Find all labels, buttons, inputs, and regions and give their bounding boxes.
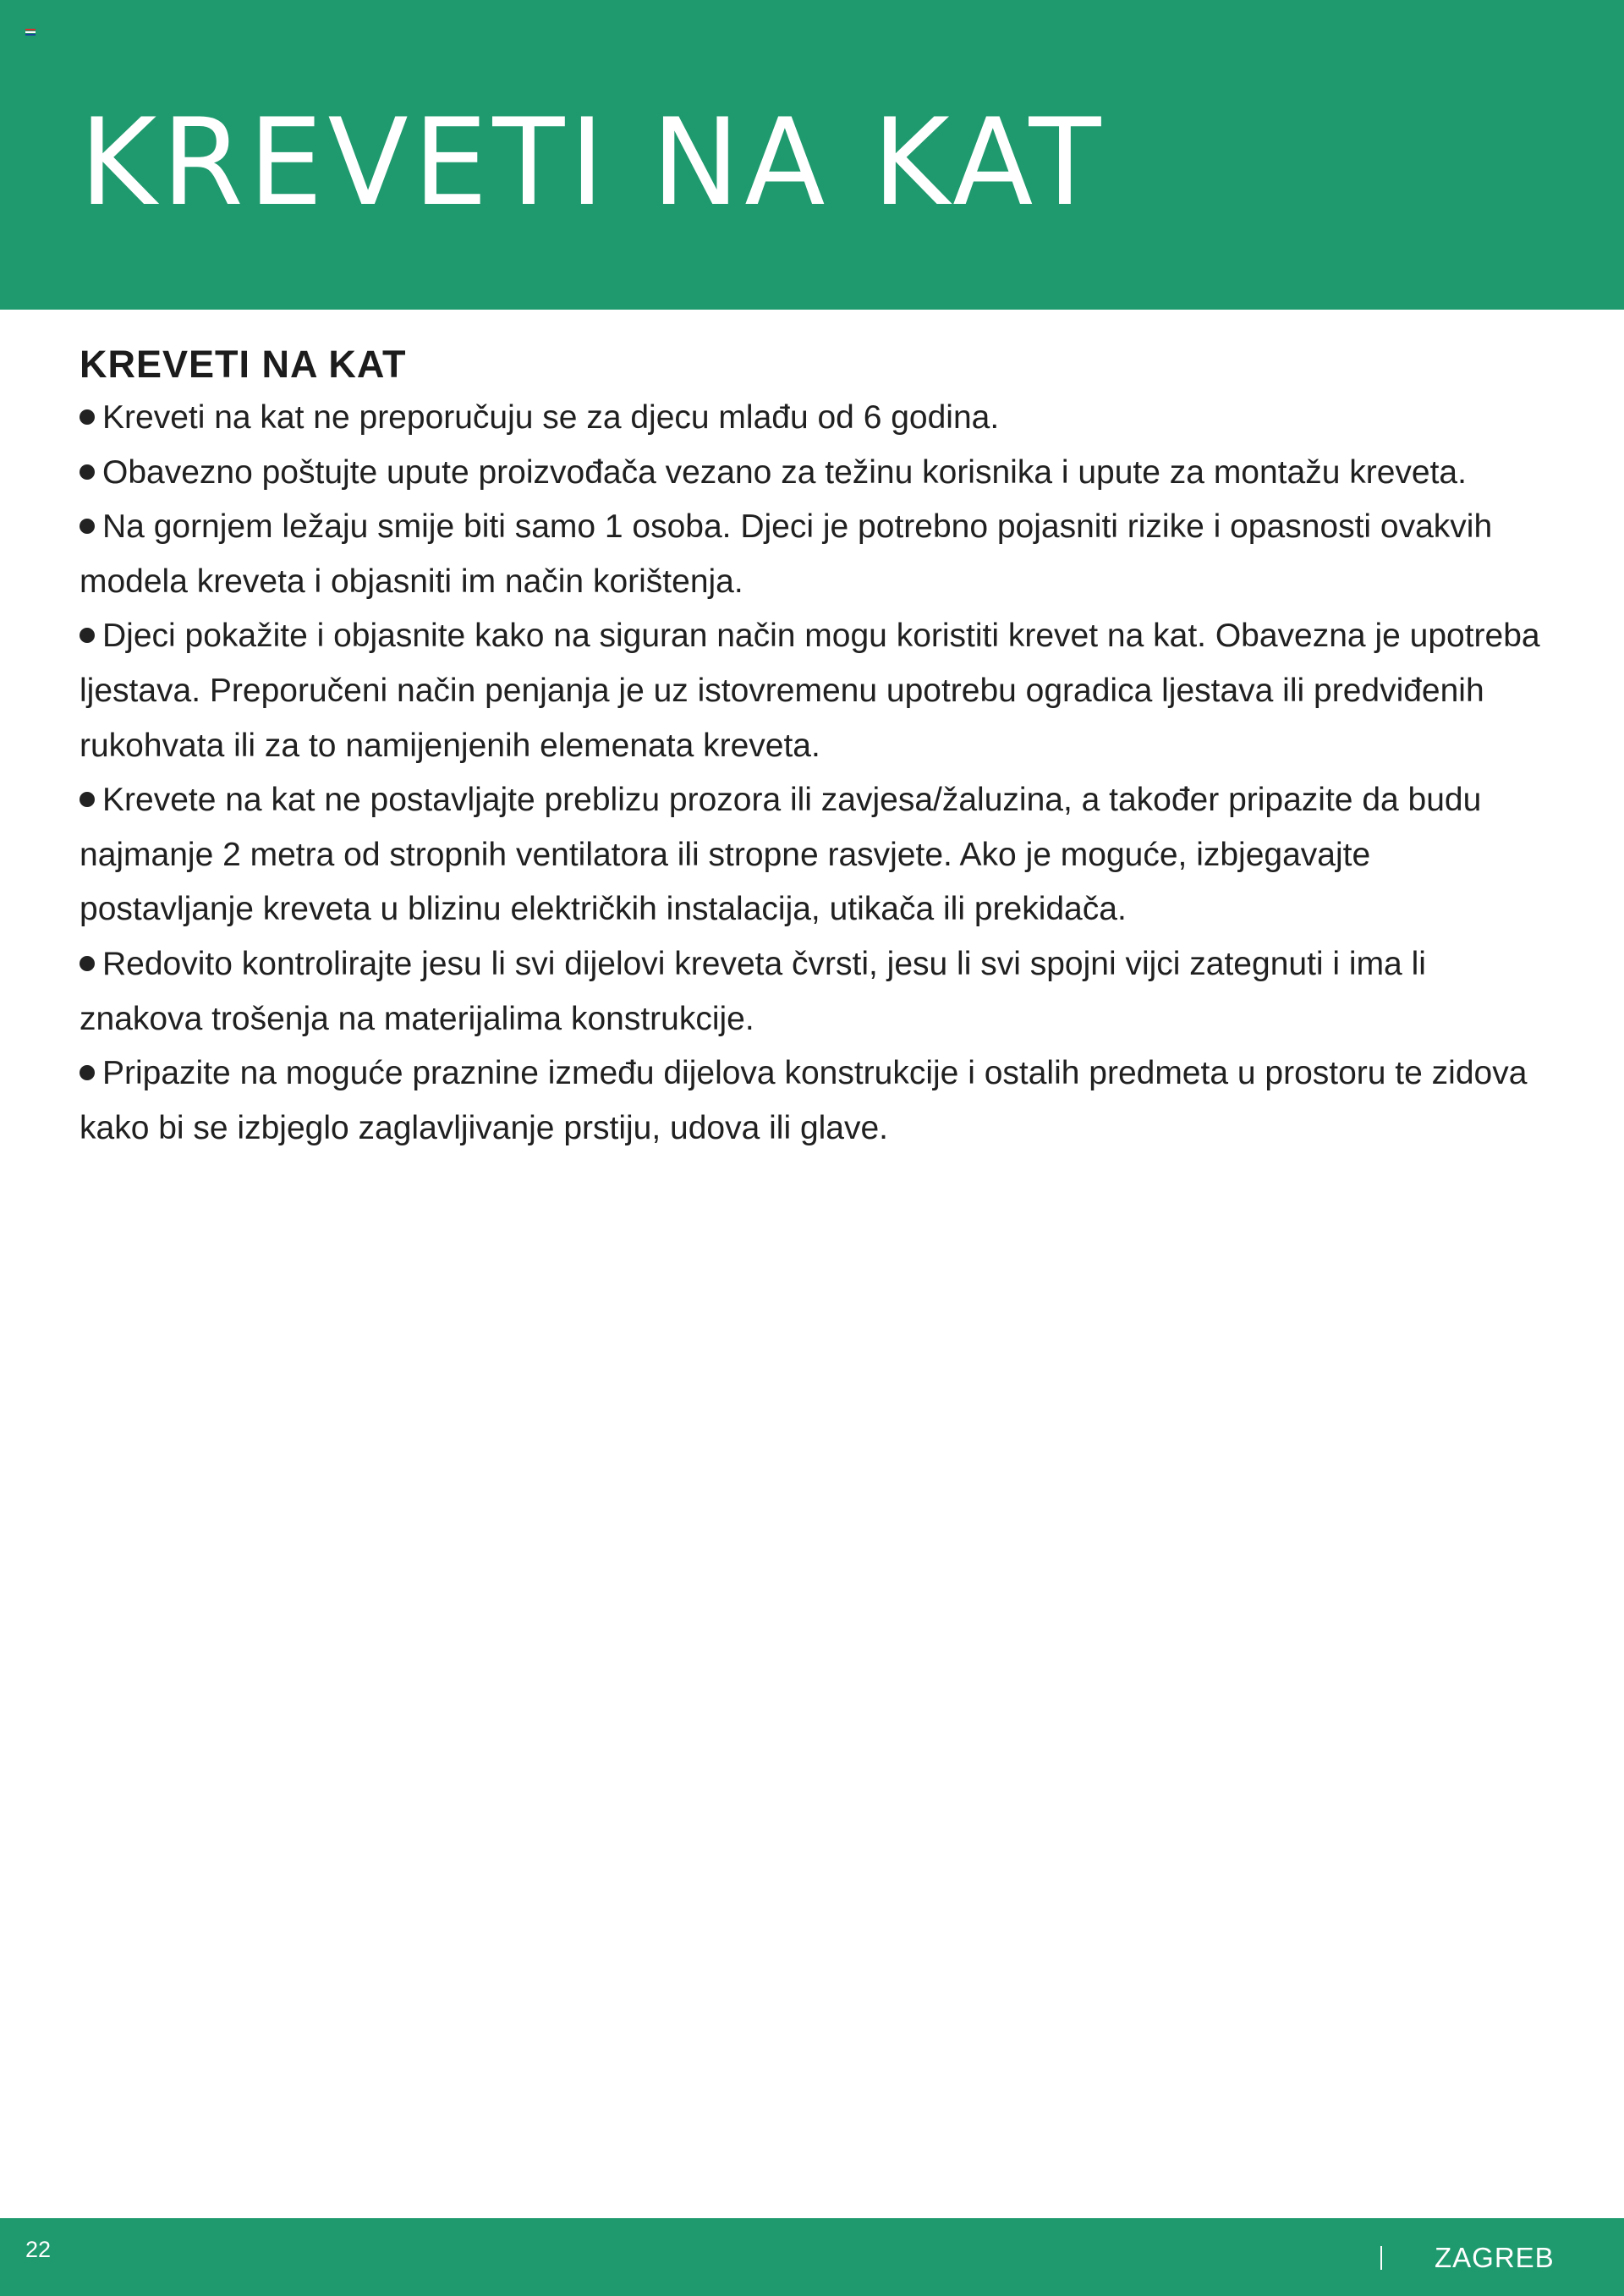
list-item — [80, 773, 1543, 937]
list-item-text: Krevete na kat ne postavljajte preblizu prozora ili zavjesa/žaluzina, a također pripazite da budu najmanje 2 metra od stropnih ventilatora ili stropne rasvjete. Ako je moguće, izbjegavajte postavljanje kreveta u blizinu električkih instalacija, utikača ili prekidača. — [80, 782, 1482, 928]
list-item — [80, 937, 1543, 1046]
bullet-icon — [80, 628, 95, 643]
page-number: 22 — [25, 2237, 52, 2262]
list-item — [80, 446, 1543, 501]
page-title: KREVETI NA KAT — [80, 93, 1106, 233]
flag-stripe-white — [25, 31, 36, 33]
bullet-icon — [80, 956, 95, 971]
list-item — [80, 391, 1543, 446]
croatian-flag-icon — [25, 29, 36, 36]
bullet-icon — [80, 1065, 95, 1080]
list-item — [80, 500, 1543, 609]
bullet-icon — [80, 409, 95, 425]
store-city-name: ZAGREB — [1435, 2242, 1555, 2273]
list-item — [80, 1046, 1543, 1156]
list-item-text: Kreveti na kat ne preporučuju se za djecu mlađu od 6 godina. — [102, 399, 1000, 436]
safety-bullet-list — [80, 391, 1543, 1156]
main-content — [80, 338, 1543, 1156]
list-item-text: Obavezno poštujte upute proizvođača vezano za težinu korisnika i upute za montažu kreveta. — [102, 453, 1467, 491]
bullet-icon — [80, 464, 95, 480]
flag-stripe-blue — [25, 34, 36, 36]
list-item — [80, 609, 1543, 773]
bullet-icon — [80, 519, 95, 534]
list-item-text: Redovito kontrolirajte jesu li svi dijelovi kreveta čvrsti, jesu li svi spojni vijci zategnuti i ima li znakova trošenja na materijalima konstrukcije. — [80, 945, 1426, 1037]
section-heading: KREVETI NA KAT — [80, 343, 407, 386]
page-header — [0, 0, 1624, 310]
flag-stripe-red — [25, 29, 36, 30]
list-item-text: Djeci pokažite i objasnite kako na siguran način mogu koristiti krevet na kat. Obavezna je upotreba ljestava. Preporučeni način penjanja je uz istovremenu upotrebu ogradica ljestava ili predviđenih rukohvata ili za to namijenjenih elemenata kreveta. — [80, 618, 1540, 764]
footer-divider — [1380, 2246, 1382, 2270]
page-footer — [0, 2218, 1624, 2296]
bullet-icon — [80, 792, 95, 807]
list-item-text: Na gornjem ležaju smije biti samo 1 osoba. Djeci je potrebno pojasniti rizike i opasnosti ovakvih modela kreveta i objasniti im način korištenja. — [80, 508, 1493, 600]
list-item-text: Pripazite na moguće praznine između dijelova konstrukcije i ostalih predmeta u prostoru te zidova kako bi se izbjeglo zaglavljivanje prstiju, udova ili glave. — [80, 1055, 1528, 1146]
